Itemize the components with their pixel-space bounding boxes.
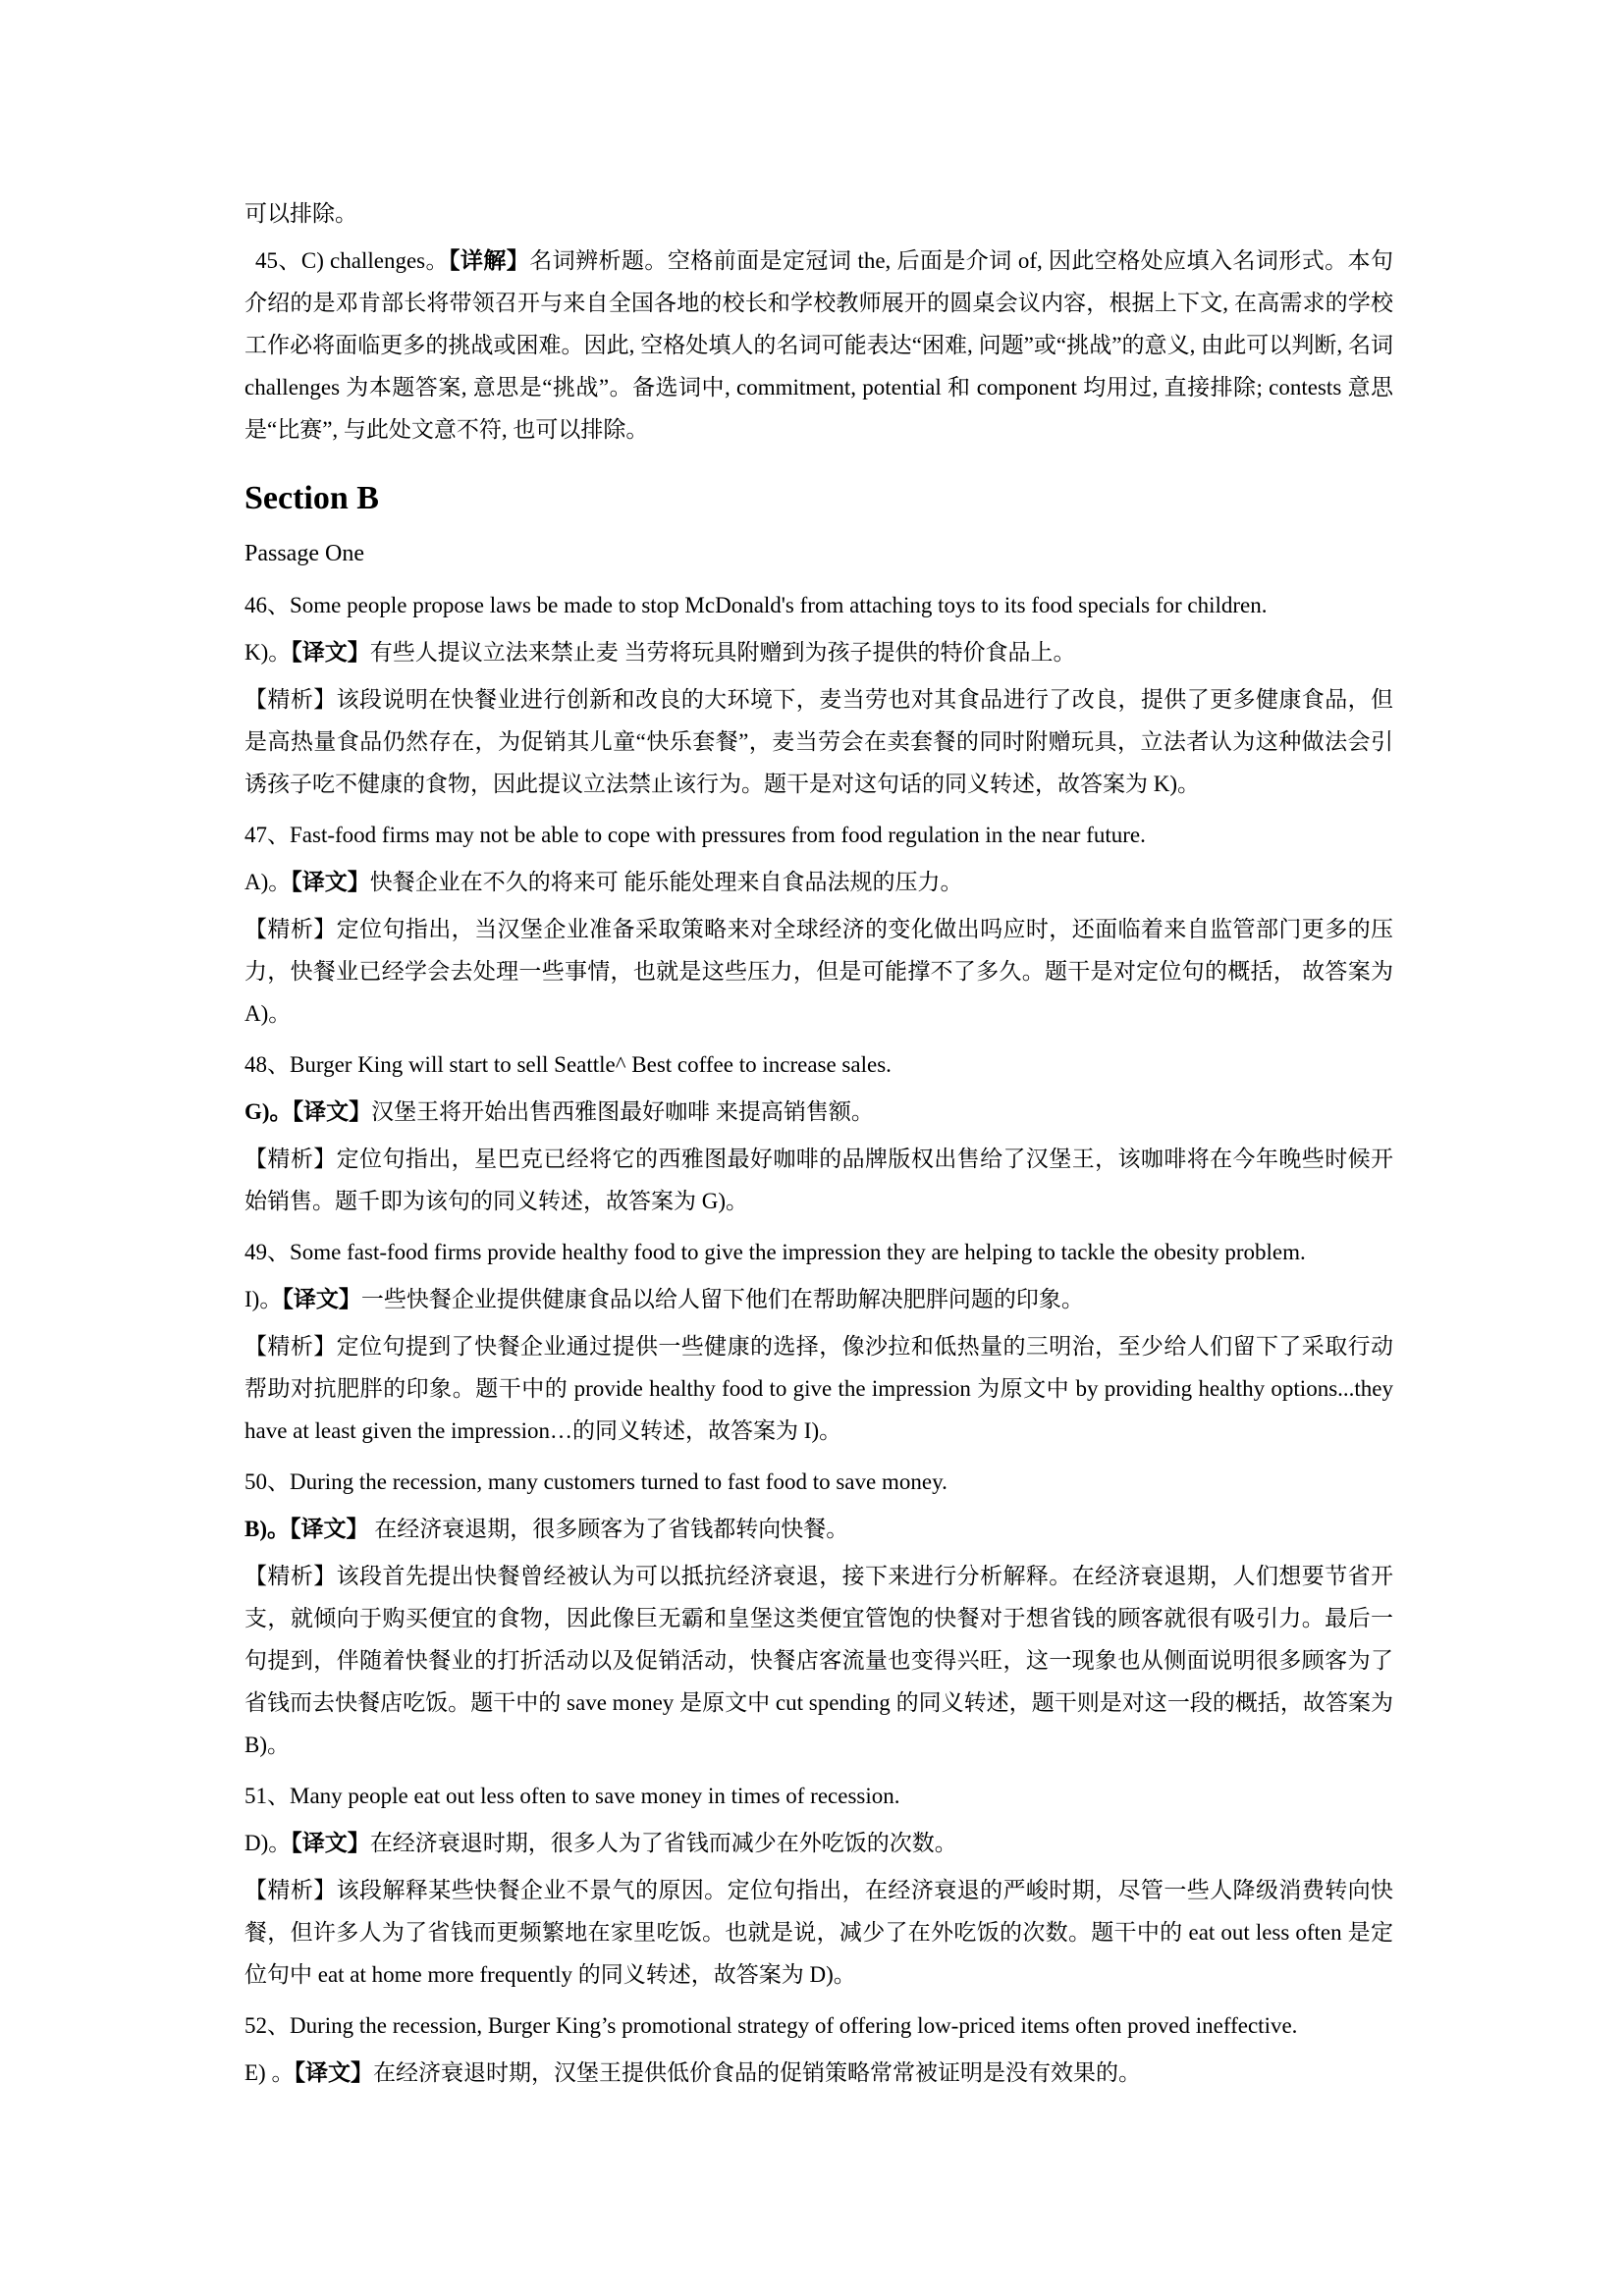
analysis-46-text: 该段说明在快餐业进行创新和改良的大环境下，麦当劳也对其食品进行了改良，提供了更多健康食品，但是高热量食品仍然存在，为促销其儿童“快乐套餐”，麦当劳会在卖套餐的同时附赠玩具，立法者认为这种做法会引诱孩子吃不健康的食物，因此提议立法禁止该行为。题干是对这句话的同义转述，故答案为 K)。 <box>244 687 1394 796</box>
answer-51-letter: D)。 <box>244 1831 292 1855</box>
answer-45-letter: 45、C) challenges。 <box>255 248 449 273</box>
question-51-analysis <box>244 1869 1393 1996</box>
question-48-translation <box>244 1091 1393 1133</box>
question-48-stem: 48、Burger King will start to sell Seattle^ Best coffee to increase sales. <box>244 1052 892 1077</box>
translation-48-text: 汉堡王将开始出售西雅图最好咖啡 来提高销售额。 <box>371 1099 874 1124</box>
question-51-translation <box>244 1822 1393 1864</box>
analysis-50-text: 该段首先提出快餐曾经被认为可以抵抗经济衰退，接下来进行分析解释。在经济衰退期，人们想要节省开支，就倾向于购买便宜的食物，因此像巨无霸和皇堡这类便宜管饱的快餐对于想省钱的顾客就很有吸引力。最后一句提到，伴随着快餐业的打折活动以及促销活动，快餐店客流量也变得兴旺，这一现象也从侧面说明很多顾客为了省钱而去快餐店吃饭。题干中的 save money 是原文中 cut spending 的同义转述，题干则是对这一段的概括，故答案为 B)。 <box>244 1564 1394 1757</box>
translation-label: 【译文】 <box>294 2060 373 2085</box>
analysis-label: 【精析】 <box>244 1334 337 1359</box>
answer-52-letter: E) 。 <box>244 2060 295 2085</box>
question-50-stem: 50、During the recession, many customers turned to fast food to save money. <box>244 1469 947 1494</box>
answer-45-explanation <box>244 240 1393 451</box>
paragraph-continuation: 可以排除。 <box>244 201 357 226</box>
question-46-stem: 46、Some people propose laws be made to stop McDonald's from attaching toys to its food specials for children. <box>244 593 1268 617</box>
translation-47-text: 快餐企业在不久的将来可 能乐能处理来自食品法规的压力。 <box>369 870 963 894</box>
section-b-heading: Section B <box>244 480 379 516</box>
question-47-analysis <box>244 908 1393 1035</box>
question-49-translation <box>244 1278 1393 1320</box>
analysis-label: 【精析】 <box>244 1878 337 1902</box>
analysis-48-text: 定位句指出，星巴克已经将它的西雅图最好咖啡的品牌版权出售给了汉堡王，该咖啡将在今年晚些时候开始销售。题千即为该句的同义转述，故答案为 G)。 <box>244 1147 1394 1213</box>
translation-label: 【译文】 <box>292 1099 372 1124</box>
analysis-label: 【精析】 <box>244 687 337 712</box>
question-52-translation <box>244 2052 1393 2094</box>
question-49-analysis <box>244 1325 1393 1452</box>
answer-49-letter: I)。 <box>244 1287 283 1311</box>
question-50-translation <box>244 1508 1393 1550</box>
question-51-stem: 51、Many people eat out less often to save money in times of recession. <box>244 1784 900 1808</box>
question-46-translation <box>244 631 1393 673</box>
translation-label: 【译文】 <box>291 1831 370 1855</box>
translation-label: 【译文】 <box>291 640 370 665</box>
detail-label: 【详解】 <box>448 248 530 273</box>
translation-52-text: 在经济衰退时期，汉堡王提供低价食品的促销策略常常被证明是没有效果的。 <box>372 2060 1141 2085</box>
analysis-49-text: 定位句提到了快餐企业通过提供一些健康的选择，像沙拉和低热量的三明治，至少给人们留下了采取行动帮助对抗肥胖的印象。题干中的 provide healthy food to give the impression 为原文中 by providing healthy options...they have at least given the impression…的同义转述，故答案为 I)。 <box>244 1334 1394 1443</box>
question-52-stem: 52、During the recession, Burger King’s promotional strategy of offering low-priced items often proved ineffective. <box>244 2013 1298 2038</box>
translation-label: 【译文】 <box>282 1287 361 1311</box>
answer-47-letter: A)。 <box>244 870 292 894</box>
analysis-51-text: 该段解释某些快餐企业不景气的原因。定位句指出，在经济衰退的严峻时期，尽管一些人降级消费转向快餐，但许多人为了省钱而更频繁地在家里吃饭。也就是说，减少了在外吃饭的次数。题干中的 eat out less often 是定位句中 eat at home more frequently 的同义转述，故答案为 D)。 <box>244 1878 1394 1987</box>
analysis-label: 【精析】 <box>244 917 337 941</box>
question-50-analysis <box>244 1555 1393 1766</box>
translation-50-text: 在经济衰退期，很多顾客为了省钱都转向快餐。 <box>368 1517 849 1541</box>
answer-46-letter: K)。 <box>244 640 292 665</box>
question-49-stem: 49、Some fast-food firms provide healthy food to give the impression they are helping to tackle the obesity problem. <box>244 1240 1306 1264</box>
translation-46-text: 有些人提议立法来禁止麦 当劳将玩具附赠到为孩子提供的特价食品上。 <box>369 640 1076 665</box>
translation-label: 【译文】 <box>290 1517 369 1541</box>
analysis-label: 【精析】 <box>244 1147 337 1171</box>
translation-51-text: 在经济衰退时期，很多人为了省钱而减少在外吃饭的次数。 <box>369 1831 957 1855</box>
question-47-stem: 47、Fast-food firms may not be able to cope with pressures from food regulation in the near future. <box>244 823 1146 847</box>
translation-49-text: 一些快餐企业提供健康食品以给人留下他们在帮助解决肥胖问题的印象。 <box>360 1287 1084 1311</box>
answer-45-body: 名词辨析题。空格前面是定冠词 the, 后面是介词 of, 因此空格处应填入名词形式。本句介绍的是邓肯部长将带领召开与来自全国各地的校长和学校教师展开的圆桌会议内容，根据上下文, 在高需求的学校工作必将面临更多的挑战或困难。因此, 空格处填人的名词可能表达“困难, 问题”或“挑战”的意义, 由此可以判断, 名词 challenges 为本题答案, 意思是“挑战”。备选词中, commitment, potential 和 component 均用过, 直接排除; contests 意思是“比赛”, 与此处文意不符, 也可以排除。 <box>244 248 1393 442</box>
analysis-label: 【精析】 <box>244 1564 337 1588</box>
passage-one-heading: Passage One <box>244 541 364 566</box>
analysis-47-text: 定位句指出，当汉堡企业准备采取策略来对全球经济的变化做出吗应时，还面临着来自监管部门更多的压力，快餐业已经学会去处理一些事情，也就是这些压力，但是可能撑不了多久。题干是对定位句的概括， 故答案为 A)。 <box>244 917 1394 1026</box>
question-46-analysis <box>244 678 1393 805</box>
answer-50-letter: B)。 <box>244 1517 290 1541</box>
translation-label: 【译文】 <box>291 870 370 894</box>
question-47-translation <box>244 861 1393 903</box>
answer-48-letter: G)。 <box>244 1099 293 1124</box>
question-48-analysis <box>244 1138 1393 1222</box>
